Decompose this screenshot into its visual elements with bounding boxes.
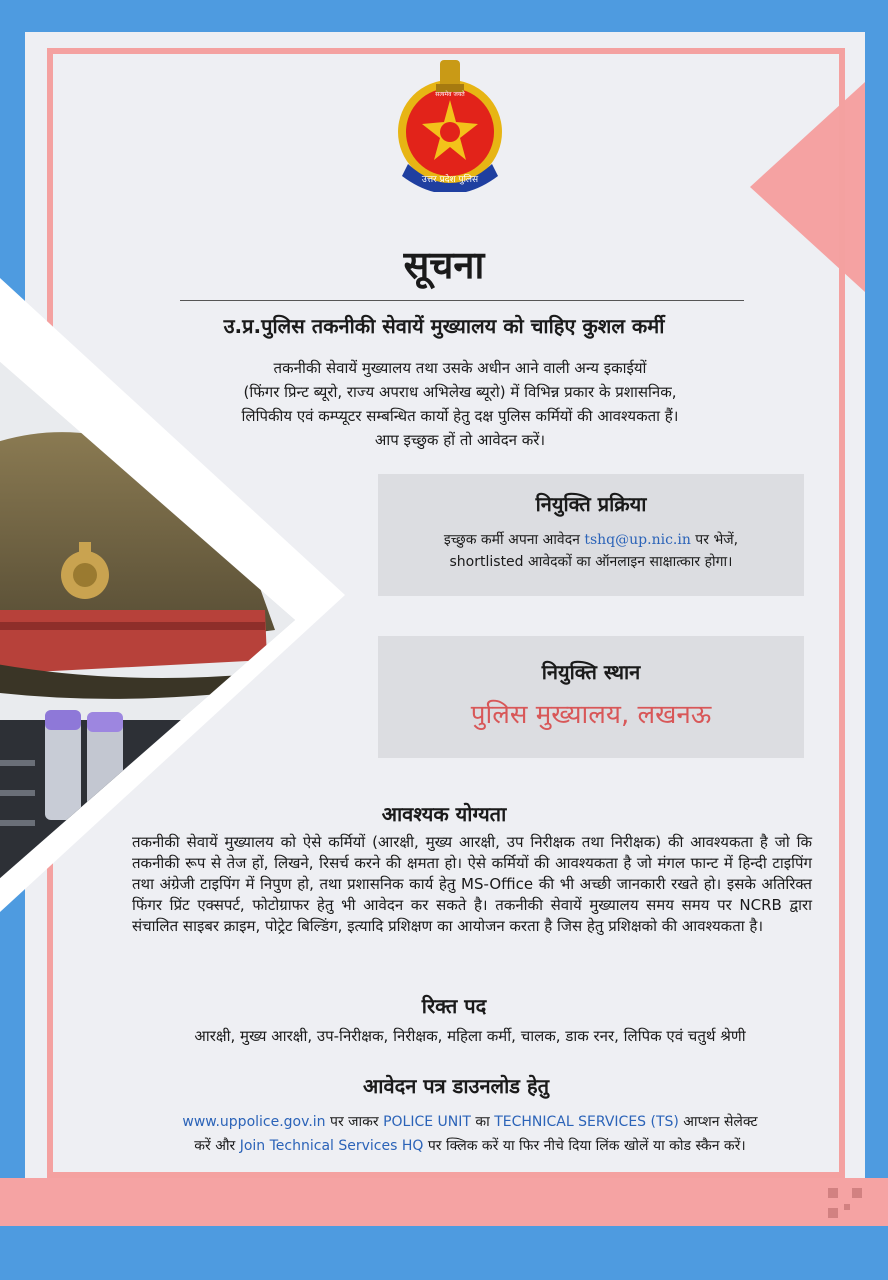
process-text <box>378 529 804 573</box>
download-text-1: पर जाकर <box>325 1114 384 1130</box>
download-instructions <box>110 1110 830 1158</box>
download-text-4: करें और <box>194 1138 240 1154</box>
download-text-2: का <box>470 1114 495 1130</box>
page-subtitle: उ.प्र.पुलिस तकनीकी सेवायें मुख्यालय को चाहिए कुशल कर्मी <box>223 314 665 338</box>
process-line2: shortlisted आवेदकों का ऑनलाइन साक्षात्कार होगा। <box>449 554 733 570</box>
title-divider <box>180 300 744 301</box>
download-text-3: आप्शन सेलेक्ट <box>678 1114 758 1130</box>
vacancies-heading: रिक्त पद <box>421 994 487 1018</box>
intro-line: लिपिकीय एवं कम्प्यूटर सम्बन्धित कार्यो हेतु दक्ष पुलिस कर्मियों की आवश्यकता हैं। <box>241 407 679 425</box>
intro-line: (फिंगर प्रिन्ट ब्यूरो, राज्य अपराध अभिलेख ब्यूरो) में विभिन्न प्रकार के प्रशासनिक, <box>243 383 677 401</box>
vacancies-list: आरक्षी, मुख्य आरक्षी, उप-निरीक्षक, निरीक्षक, महिला कर्मी, चालक, डाक रनर, लिपिक एवं चतुर्थ श्रेणी <box>194 1027 746 1045</box>
place-value: पुलिस मुख्यालय, लखनऊ <box>470 700 712 730</box>
page-title: सूचना <box>403 243 485 287</box>
qr-code-icon <box>826 1186 864 1220</box>
intro-line: आप इच्छुक हों तो आवेदन करें। <box>374 431 546 449</box>
download-text-5: पर क्लिक करें या फिर नीचे दिया लिंक खोलें या कोड स्कैन करें। <box>423 1138 746 1154</box>
police-unit-link[interactable]: POLICE UNIT <box>383 1114 471 1130</box>
eligibility-paragraph: तकनीकी सेवायें मुख्यालय को ऐसे कर्मियों (आरक्षी, मुख्य आरक्षी, उप निरीक्षक तथा निरीक्षक) की आवश्यकता है जो कि तकनीकी रूप से तेज हों, लिखने, रिसर्च करने की क्षमता हो। ऐसे कर्मियों की आवश्यकता है जो मंगल फान्ट में हिन्दी टाइपिंग तथा अंग्रेजी टाइपिंग में निपुण हो, तथा प्रशासनिक कार्य हेतु MS-Office की भी अच्छी जानकारी रखते हो। इसके अतिरिक्त फिंगर प्रिंट एक्सपर्ट, फोटोग्राफर हेतु भी आवेदन कर सकते है। तकनीकी सेवायें मुख्यालय समय समय पर NCRB द्वारा संचालित साइबर क्राइम, पोट्रेट बिल्डिंग, इत्यादि प्रशिक्षण का आयोजन करता है जिस हेतु प्रशिक्षको की आवश्यकता है। <box>132 833 812 935</box>
process-title: नियुक्ति प्रक्रिया <box>535 492 647 516</box>
up-police-emblem-logo <box>380 52 520 192</box>
process-line1-pre: इच्छुक कर्मी अपना आवेदन <box>443 532 585 548</box>
emblem-top-text: सत्यमेव जयते <box>435 91 465 98</box>
technical-services-link[interactable]: TECHNICAL SERVICES (TS) <box>494 1114 679 1130</box>
intro-paragraph <box>190 356 730 452</box>
eligibility-heading: आवश्यक योग्यता <box>381 802 507 826</box>
process-box <box>378 474 804 596</box>
emblem-band-text: उत्तर प्रदेश पुलिस <box>421 175 479 185</box>
place-box <box>378 636 804 758</box>
process-line1-post: पर भेजें, <box>690 532 739 548</box>
download-heading: आवेदन पत्र डाउनलोड हेतु <box>363 1074 549 1098</box>
join-hq-link[interactable]: Join Technical Services HQ <box>239 1138 424 1154</box>
website-link[interactable]: www.uppolice.gov.in <box>182 1114 326 1130</box>
application-email-link[interactable]: tshq@up.nic.in <box>584 532 691 548</box>
bottom-pink-band <box>0 1178 888 1226</box>
place-title: नियुक्ति स्थान <box>541 660 641 684</box>
intro-line: तकनीकी सेवायें मुख्यालय तथा उसके अधीन आने वाली अन्य इकाईयों <box>273 359 647 377</box>
